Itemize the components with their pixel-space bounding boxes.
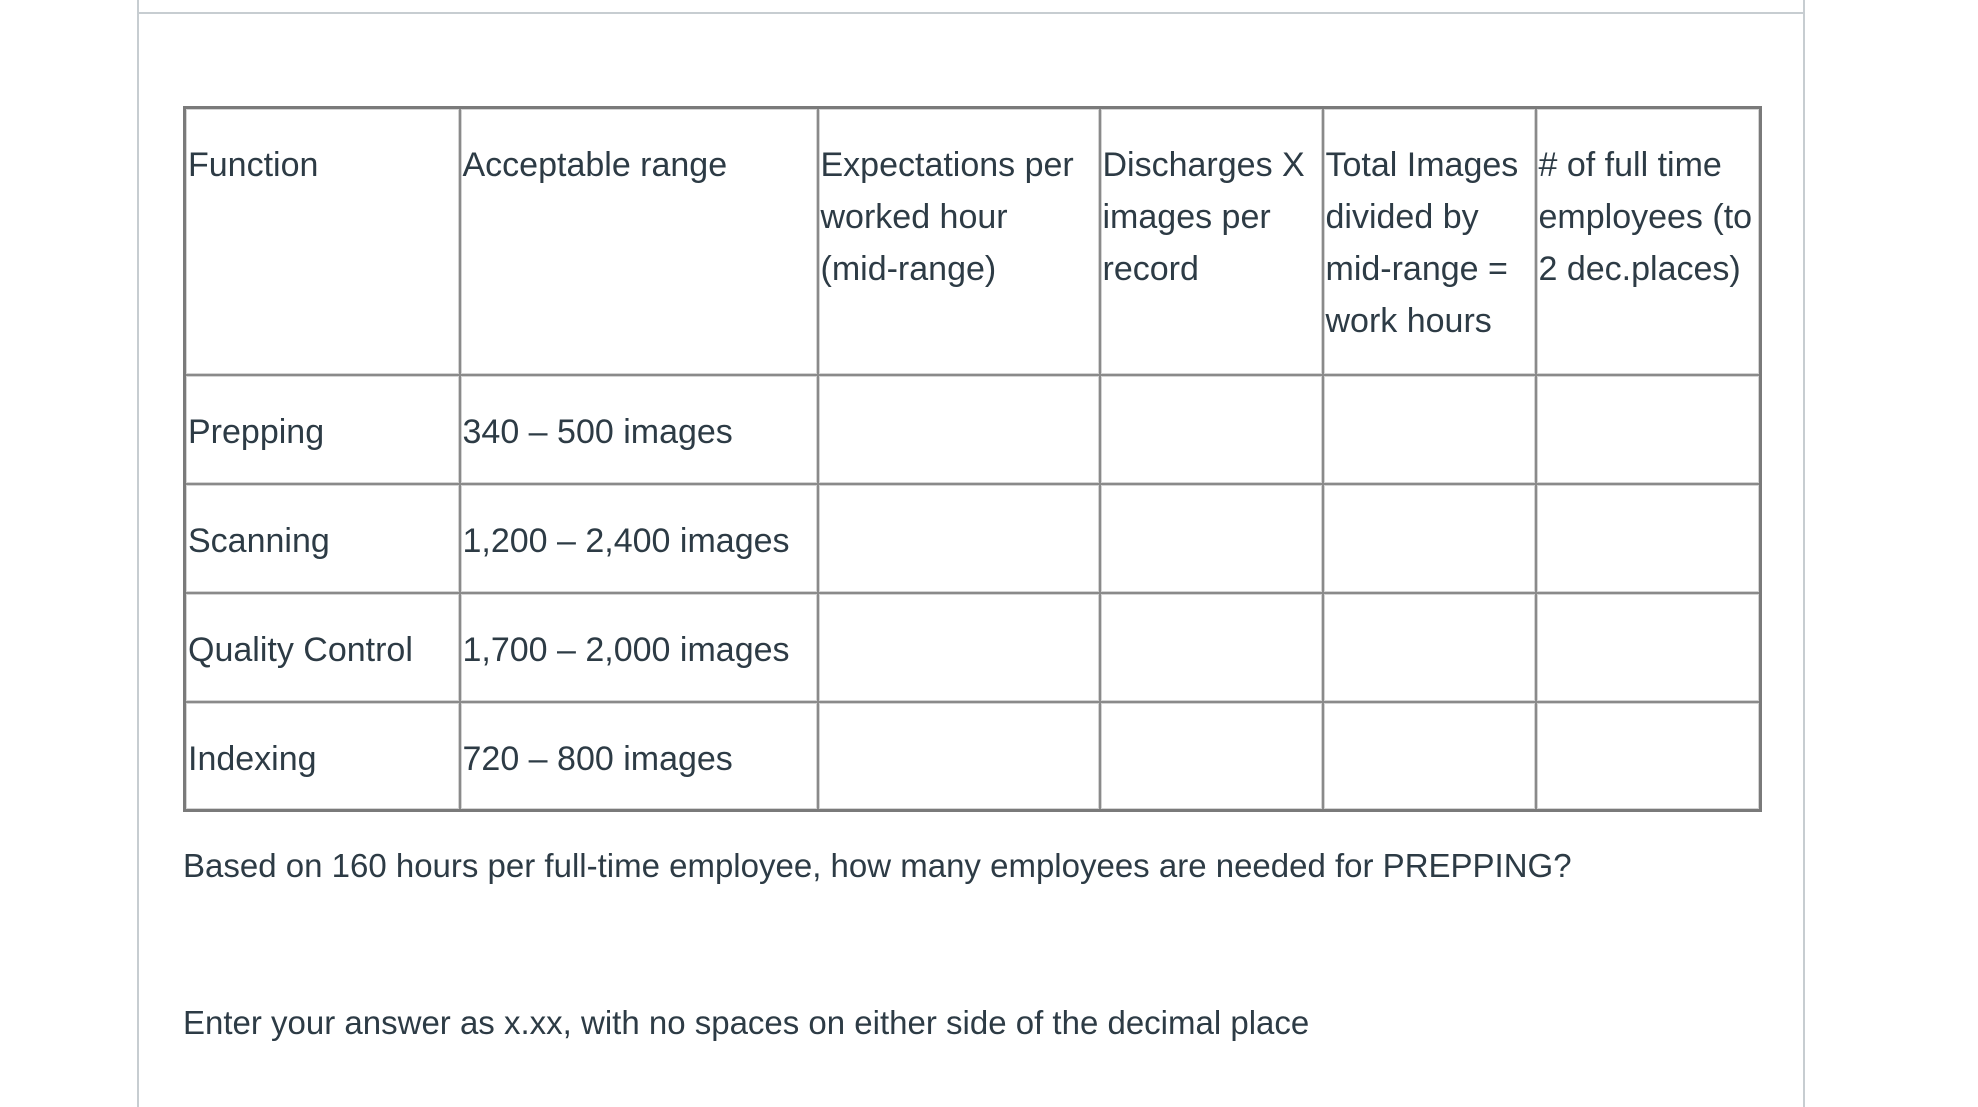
table-row-quality-control (185, 593, 1761, 702)
cell-work-hours (1323, 375, 1536, 484)
cell-employees (1536, 702, 1761, 811)
table-header-row (185, 108, 1761, 375)
header-function: Function (185, 108, 460, 375)
question-text: Based on 160 hours per full-time employee, how many employees are needed for PREPPING? (183, 847, 1572, 884)
table-row-scanning (185, 484, 1761, 593)
header-expectations-per-hour: Expectations per worked hour (mid-range) (818, 108, 1100, 375)
cell-acceptable-range: 1,200 – 2,400 images (460, 484, 818, 593)
cell-acceptable-range: 340 – 500 images (460, 375, 818, 484)
cell-function: Scanning (185, 484, 460, 593)
answer-instruction: Enter your answer as x.xx, with no spaces on either side of the decimal place (183, 1004, 1310, 1041)
productivity-table (183, 106, 1762, 812)
cell-work-hours (1323, 593, 1536, 702)
cell-expectations (818, 375, 1100, 484)
cell-function: Prepping (185, 375, 460, 484)
header-work-hours: Total Images divided by mid-range = work hours (1323, 108, 1536, 375)
table-row-prepping (185, 375, 1761, 484)
cell-discharges (1100, 484, 1323, 593)
header-acceptable-range: Acceptable range (460, 108, 818, 375)
cell-discharges (1100, 702, 1323, 811)
cell-expectations (818, 702, 1100, 811)
cell-work-hours (1323, 484, 1536, 593)
cell-expectations (818, 593, 1100, 702)
cell-employees (1536, 375, 1761, 484)
header-full-time-employees: # of full time employees (to 2 dec.places) (1536, 108, 1761, 375)
cell-function: Indexing (185, 702, 460, 811)
cell-work-hours (1323, 702, 1536, 811)
cell-discharges (1100, 375, 1323, 484)
cell-employees (1536, 484, 1761, 593)
header-discharges-x-images: Discharges X images per record (1100, 108, 1323, 375)
cell-discharges (1100, 593, 1323, 702)
cell-acceptable-range: 1,700 – 2,000 images (460, 593, 818, 702)
table-row-indexing (185, 702, 1761, 811)
cell-function: Quality Control (185, 593, 460, 702)
cell-acceptable-range: 720 – 800 images (460, 702, 818, 811)
cell-expectations (818, 484, 1100, 593)
cell-employees (1536, 593, 1761, 702)
panel-top-divider (137, 12, 1805, 14)
